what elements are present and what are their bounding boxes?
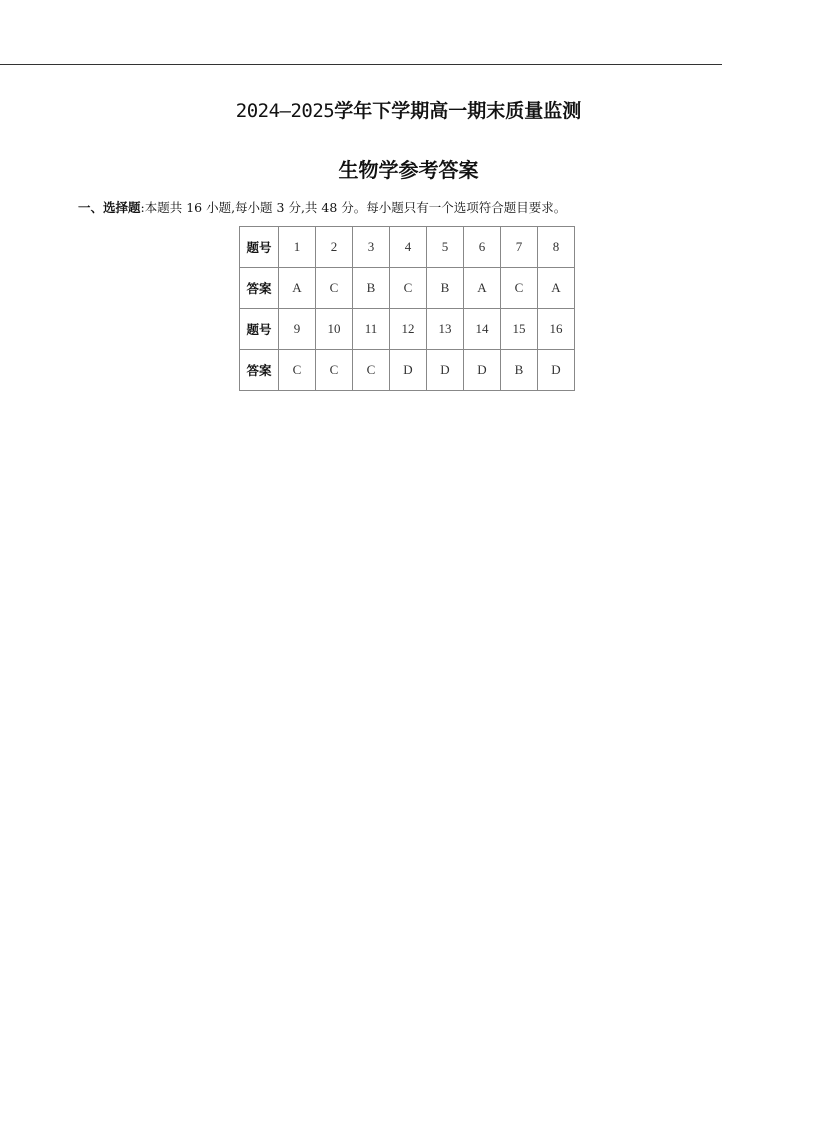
- table-row: [240, 227, 575, 268]
- question-number-cell: 7: [501, 227, 538, 268]
- question-number-cell: 6: [464, 227, 501, 268]
- page-subtitle: 生物学参考答案: [338, 158, 479, 182]
- question-number-cell: 8: [538, 227, 575, 268]
- answer-header: 答案: [240, 350, 279, 391]
- answer-cell: C: [316, 268, 353, 309]
- table-row: [240, 309, 575, 350]
- answer-cell: C: [501, 268, 538, 309]
- question-number-cell: 4: [390, 227, 427, 268]
- question-number-cell: 14: [464, 309, 501, 350]
- question-number-cell: 12: [390, 309, 427, 350]
- answer-cell: C: [279, 350, 316, 391]
- section-heading-multiple-choice: [78, 199, 566, 217]
- question-number-cell: 5: [427, 227, 464, 268]
- question-number-cell: 11: [353, 309, 390, 350]
- answer-cell: D: [538, 350, 575, 391]
- top-rule: [0, 64, 722, 65]
- table-row: [240, 350, 575, 391]
- answer-header: 答案: [240, 268, 279, 309]
- question-number-cell: 2: [316, 227, 353, 268]
- question-number-cell: 15: [501, 309, 538, 350]
- question-number-cell: 9: [279, 309, 316, 350]
- question-number-cell: 13: [427, 309, 464, 350]
- answer-cell: C: [390, 268, 427, 309]
- question-number-header: 题号: [240, 309, 279, 350]
- answer-cell: C: [316, 350, 353, 391]
- answer-cell: D: [464, 350, 501, 391]
- answer-cell: A: [279, 268, 316, 309]
- section-description: :本题共 16 小题,每小题 3 分,共 48 分。每小题只有一个选项符合题目要求。: [140, 200, 567, 215]
- answer-table: [239, 226, 575, 391]
- answer-cell: D: [427, 350, 464, 391]
- table-row: [240, 268, 575, 309]
- answer-cell: D: [390, 350, 427, 391]
- question-number-cell: 16: [538, 309, 575, 350]
- question-number-cell: 3: [353, 227, 390, 268]
- title-year: 2024—2025: [235, 100, 335, 122]
- section-label: 一、选择题: [78, 200, 141, 215]
- question-number-cell: 1: [279, 227, 316, 268]
- answer-cell: B: [501, 350, 538, 391]
- answer-cell: C: [353, 350, 390, 391]
- page-title: [0, 96, 817, 125]
- answer-cell: B: [427, 268, 464, 309]
- answer-cell: B: [353, 268, 390, 309]
- answer-cell: A: [538, 268, 575, 309]
- question-number-cell: 10: [316, 309, 353, 350]
- title-text: 学年下学期高一期末质量监测: [334, 100, 582, 122]
- question-number-header: 题号: [240, 227, 279, 268]
- answer-cell: A: [464, 268, 501, 309]
